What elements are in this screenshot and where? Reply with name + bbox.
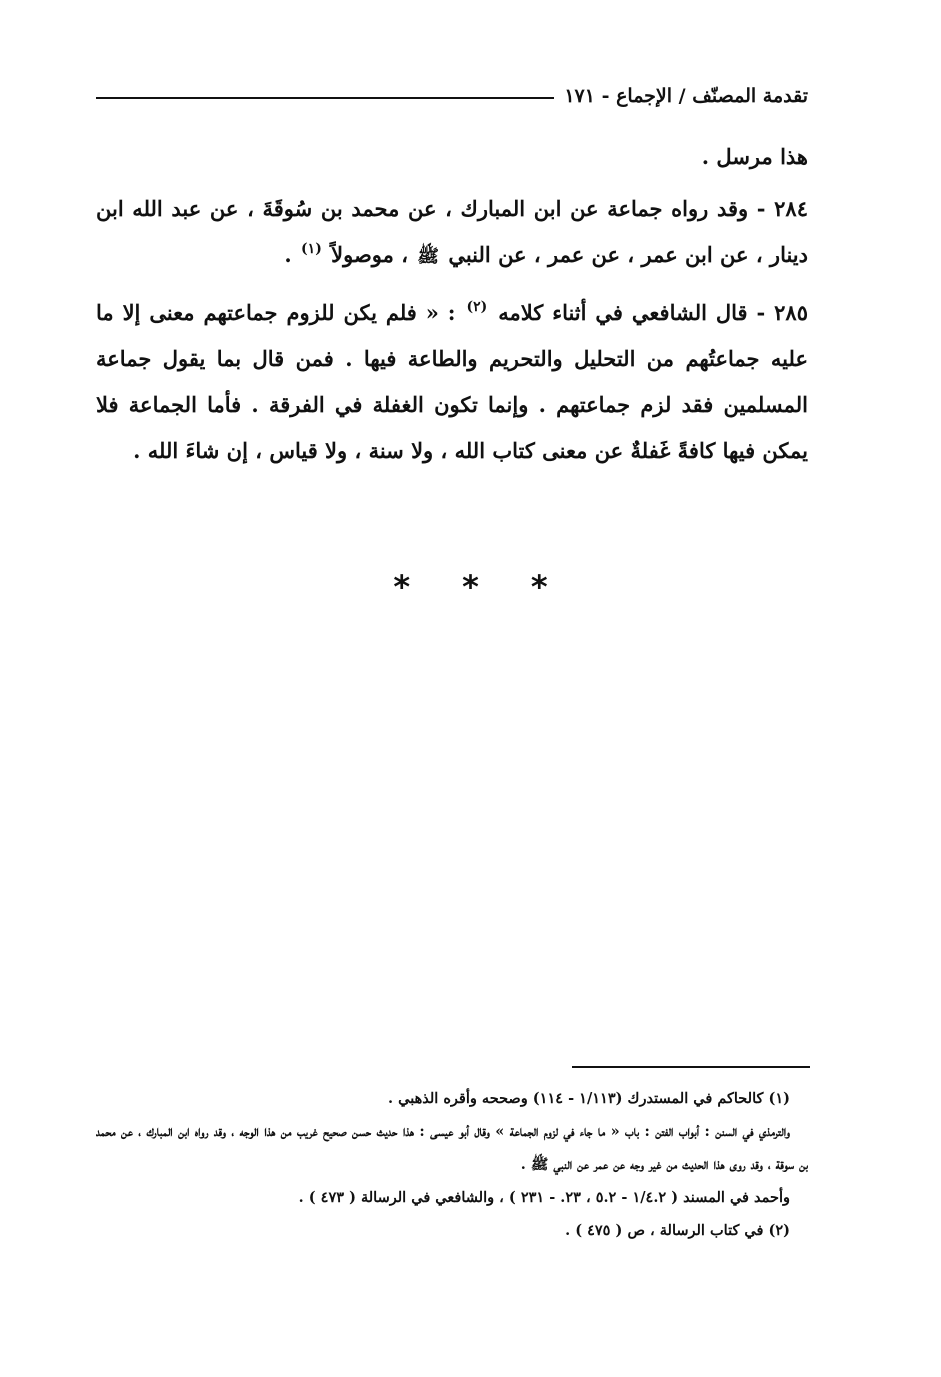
paragraph-284-text-b: ، موصولاً — [331, 242, 408, 267]
asterisk: * — [393, 568, 411, 606]
header-rule — [96, 97, 554, 99]
paragraph-284-end: . — [284, 242, 292, 267]
footnote-1-tirmidhi-text: والترمذي في السنن : أبواب الفتن : باب « ما جاء في لزوم الجماعة » وقال أبو عيسى : هذا حديث حسن صحيح غريب من هذا الوجه ، وقد رواه ابن المبارك ، عن محمد بن سوقة ، وقد روى هذا الحديث من غير وجه عن عمر عن النبي — [96, 1123, 808, 1173]
footnote-1-tirmidhi-end: . — [520, 1156, 526, 1173]
asterisk: * — [530, 568, 548, 606]
running-title: تقدمة المصنّف / الإجماع - ١٧١ — [564, 85, 808, 107]
footnotes — [96, 1082, 808, 1247]
paragraph-intro: هذا مرسل . — [701, 144, 808, 169]
section-separator — [0, 568, 941, 608]
footnote-ref-2: (٢) — [466, 299, 488, 315]
paragraph-285-text: ٢٨٥ - قال الشافعي في أثناء كلامه — [498, 300, 808, 325]
paragraph-285 — [96, 290, 808, 474]
paragraph-284 — [96, 186, 808, 280]
footnote-1-tirmidhi — [96, 1115, 808, 1181]
footnote-1-line-1: (١) كالحاكم في المستدرك (١/١١٣ - ١١٤) وصححه وأقره الذهبي . — [388, 1090, 790, 1107]
pbuh-ligature: ﷺ — [417, 246, 440, 267]
pbuh-ligature: ﷺ — [530, 1156, 549, 1173]
main-text — [96, 134, 808, 484]
footnote-1-ahmad: وأحمد في المسند ( ١/٤.٢ - ٥.٢ ، ٢٣. - ٢٣١ ) ، والشافعي في الرسالة ( ٤٧٣ ) . — [298, 1189, 790, 1206]
running-header — [96, 78, 808, 114]
footnote-2: (٢) في كتاب الرسالة ، ص ( ٤٧٥ ) . — [565, 1222, 790, 1239]
asterisk: * — [462, 568, 479, 606]
paragraph-284-text: ٢٨٤ - وقد رواه جماعة عن ابن المبارك ، عن محمد بن سُوقَةَ ، عن عبد الله ابن دينار ، عن ابن عمر ، عن عمر ، عن النبي — [96, 196, 808, 267]
footnote-ref-1: (١) — [301, 241, 322, 257]
footnote-rule — [572, 1066, 810, 1068]
paragraph-285-quote: : « فلم يكن للزوم جماعتهم معنى إلا ما عليه جماعتُهم من التحليل والتحريم والطاعة فيها . فمن قال بما يقول جماعة المسلمين فقد لزم جماعتهم . وإنما تكون الغفلة في الفرقة . فأما الجماعة فلا يمكن فيها كافةً غَفلةٌ عن معنى كتاب الله ، ولا سنة ، ولا قياس ، إن شاءَ الله . — [96, 300, 808, 463]
